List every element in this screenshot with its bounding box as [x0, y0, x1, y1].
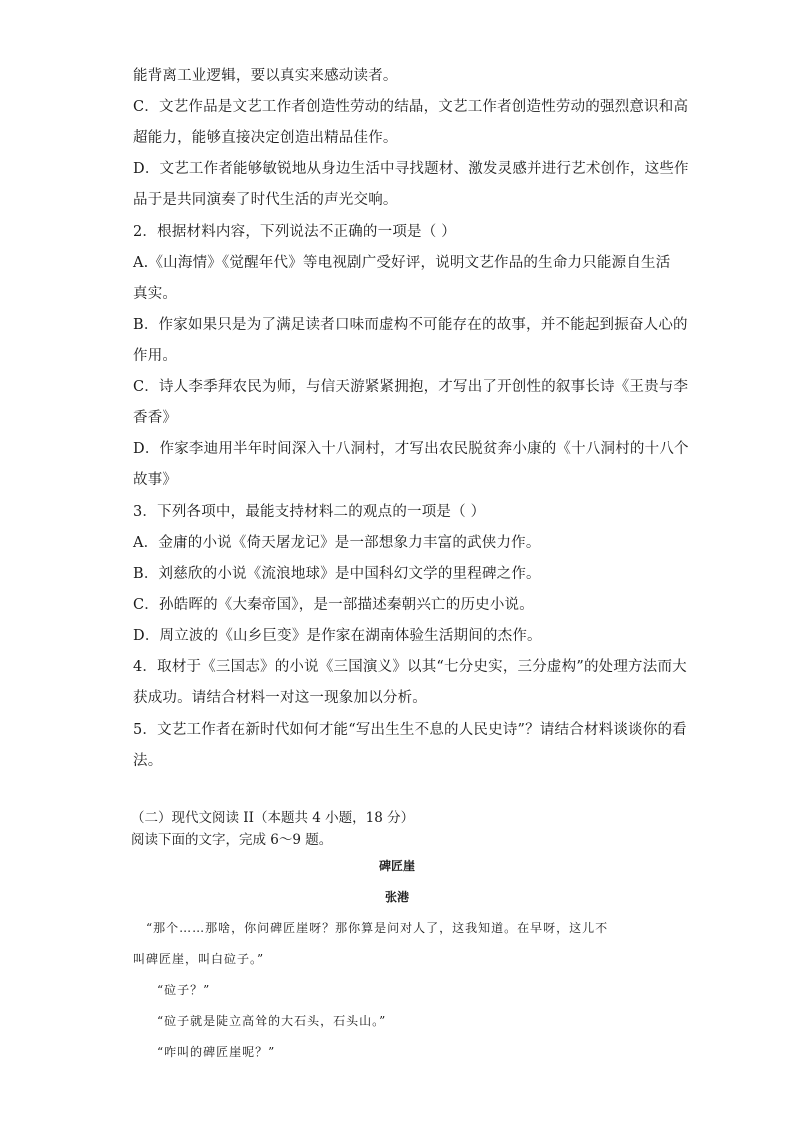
question2-option-c-line1: C．诗人李季拜农民为师，与信天游紧紧拥抱，才写出了开创性的叙事长诗《王贵与李 — [133, 379, 689, 395]
option-b-tail: 能背离工业逻辑，要以真实来感动读者。 — [133, 68, 398, 84]
question3-option-b: B．刘慈欣的小说《流浪地球》是中国科幻文学的里程碑之作。 — [133, 566, 541, 582]
question5-line2: 法。 — [133, 753, 163, 769]
section-instruction: 阅读下面的文字，完成 6～9 题。 — [131, 832, 333, 848]
story-paragraph-2: “砬子？” — [157, 983, 211, 997]
story-paragraph-1-line1: “那个……那啥，你问碑匠崖呀？那你算是问对人了，这我知道。在早呀，这儿不 — [146, 921, 609, 935]
question3-option-c: C．孙皓晖的《大秦帝国》，是一部描述秦朝兴亡的历史小说。 — [133, 597, 534, 613]
question2-option-b-line1: B．作家如果只是为了满足读者口味而虚构不可能存在的故事，并不能起到振奋人心的 — [133, 317, 688, 333]
question2-option-d-line1: D．作家李迪用半年时间深入十八洞村，才写出农民脱贫奔小康的《十八洞村的十八个 — [133, 441, 689, 457]
question2-stem: 2．根据材料内容，下列说法不正确的一项是（ ） — [133, 224, 456, 240]
option-d-line2: 品于是共同演奏了时代生活的声光交响。 — [133, 192, 398, 208]
question2-option-a-line2: 真实。 — [133, 286, 178, 302]
option-c-line2: 超能力，能够直接决定创造出精品佳作。 — [133, 130, 398, 146]
question3-option-d: D．周立波的《山乡巨变》是作家在湖南体验生活期间的杰作。 — [133, 628, 542, 644]
section-heading: （二）现代文阅读 II（本题共 4 小题，18 分） — [131, 810, 415, 826]
question5-line1: 5．文艺工作者在新时代如何才能“写出生生不息的人民史诗”？请结合材料谈谈你的看 — [133, 722, 687, 738]
question4-line2: 获成功。请结合材料一对这一现象加以分析。 — [133, 690, 427, 706]
question2-option-b-line2: 作用。 — [133, 348, 178, 364]
question2-option-c-line2: 香香》 — [133, 410, 178, 426]
question3-option-a: A．金庸的小说《倚天屠龙记》是一部想象力丰富的武侠力作。 — [133, 535, 541, 551]
question2-option-a-line1: A.《山海情》《觉醒年代》等电视剧广受好评，说明文艺作品的生命力只能源自生活 — [133, 255, 671, 271]
story-paragraph-3: “砬子就是陡立高耸的大石头，石头山。” — [157, 1014, 387, 1028]
story-paragraph-4: “咋叫的碑匠崖呢？” — [157, 1045, 276, 1059]
story-author: 张港 — [384, 890, 409, 904]
question4-line1: 4．取材于《三国志》的小说《三国演义》以其“七分史实，三分虚构”的处理方法而大 — [133, 659, 687, 675]
story-title: 碑匠崖 — [378, 859, 415, 873]
option-d-line1: D．文艺工作者能够敏锐地从身边生活中寻找题材、激发灵感并进行艺术创作，这些作 — [133, 161, 689, 177]
question3-stem: 3．下列各项中，最能支持材料二的观点的一项是（ ） — [133, 504, 486, 520]
option-c-line1: C．文艺作品是文艺工作者创造性劳动的结晶，文艺工作者创造性劳动的强烈意识和高 — [133, 99, 689, 115]
story-paragraph-1-line2: 叫碑匠崖，叫白砬子。” — [133, 952, 265, 966]
question2-option-d-line2: 故事》 — [133, 472, 178, 488]
